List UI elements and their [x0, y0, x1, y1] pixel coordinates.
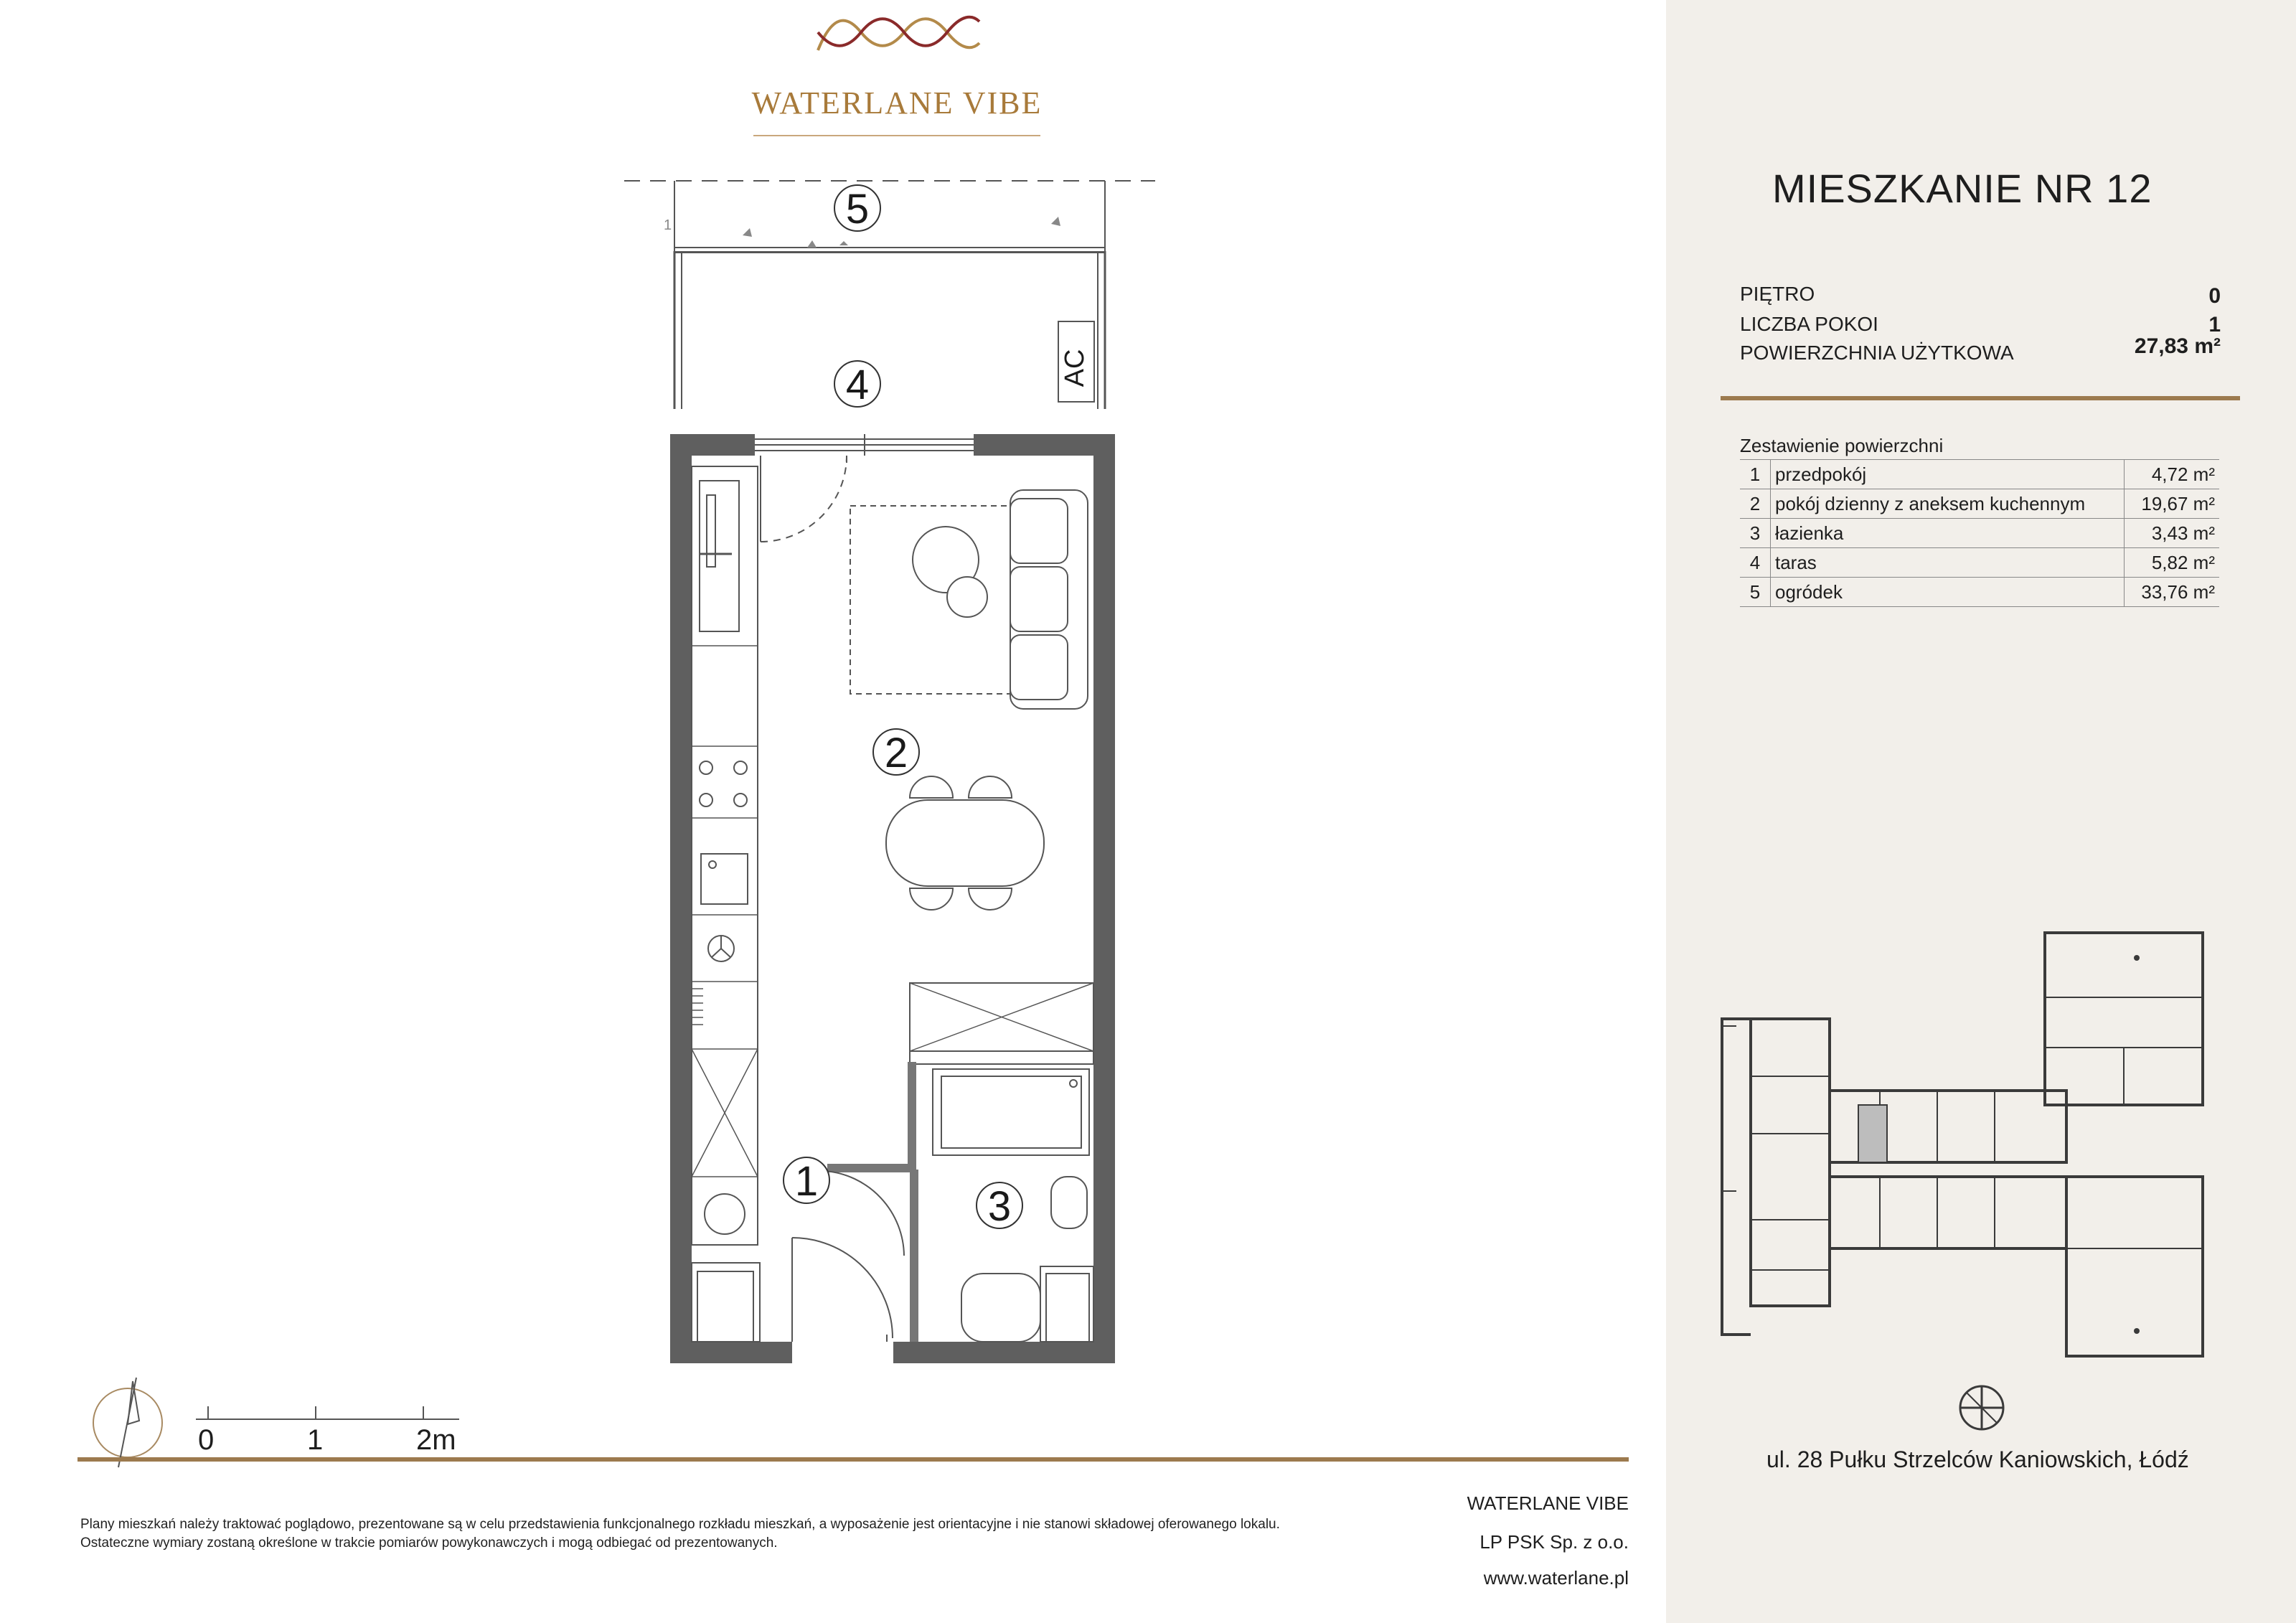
- address: ul. 28 Pułku Strzelców Kaniowskich, Łódź: [1766, 1446, 2189, 1472]
- disclaimer-line-1: Plany mieszkań należy traktować poglądowo, prezentowane są w celu przedstawienia funkcjonalnego rozkładu mieszkań, a wyposażenie jest orientacyjne i nie stanowi składowej oferowanego lokalu.: [80, 1517, 1280, 1532]
- ac-label: AC: [1060, 349, 1090, 387]
- svg-text:1: 1: [664, 217, 672, 233]
- table-row: 5 ogródek 33,76 m²: [1740, 578, 2219, 607]
- rooms-label: LICZBA POKOI: [1740, 313, 1878, 335]
- room-label-1: 1: [794, 1158, 819, 1205]
- room-label-3: 3: [987, 1183, 1012, 1230]
- footer-legal: LP PSK Sp. z o.o.: [1479, 1531, 1629, 1553]
- footer-company: WATERLANE VIBE: [1467, 1492, 1629, 1514]
- footer-website[interactable]: www.waterlane.pl: [1483, 1567, 1629, 1589]
- rooms-value: 1: [2208, 313, 2221, 337]
- table-row: 2 pokój dzienny z aneksem kuchennym 19,67 m²: [1740, 489, 2219, 519]
- brand-logo-text: WATERLANE VIBE: [751, 85, 1043, 121]
- area-value: 27,83 m²: [2134, 334, 2221, 358]
- disclaimer-line-2: Ostateczne wymiary zostaną określone w trakcie pomiarów powykonawczych i mogą odbiegać od prezentowanych.: [80, 1535, 778, 1551]
- surfaces-title: Zestawienie powierzchni: [1740, 435, 1944, 456]
- room-label-4: 4: [845, 362, 870, 408]
- scale-label-1: 1: [307, 1424, 324, 1456]
- area-label: POWIERZCHNIA UŻYTKOWA: [1740, 342, 2014, 364]
- room-label-2: 2: [884, 730, 908, 776]
- disclaimer: [80, 1515, 1444, 1553]
- floor-value: 0: [2208, 284, 2221, 308]
- scale-label-0: 0: [198, 1424, 215, 1456]
- scale-label-2m: 2m: [416, 1424, 456, 1456]
- table-row: 1 przedpokój 4,72 m²: [1740, 460, 2219, 489]
- table-row: 4 taras 5,82 m²: [1740, 548, 2219, 578]
- floor-label: PIĘTRO: [1740, 283, 1815, 305]
- room-label-5: 5: [845, 186, 870, 232]
- table-row: 3 łazienka 3,43 m²: [1740, 519, 2219, 548]
- apartment-title: MIESZKANIE NR 12: [1772, 166, 2152, 211]
